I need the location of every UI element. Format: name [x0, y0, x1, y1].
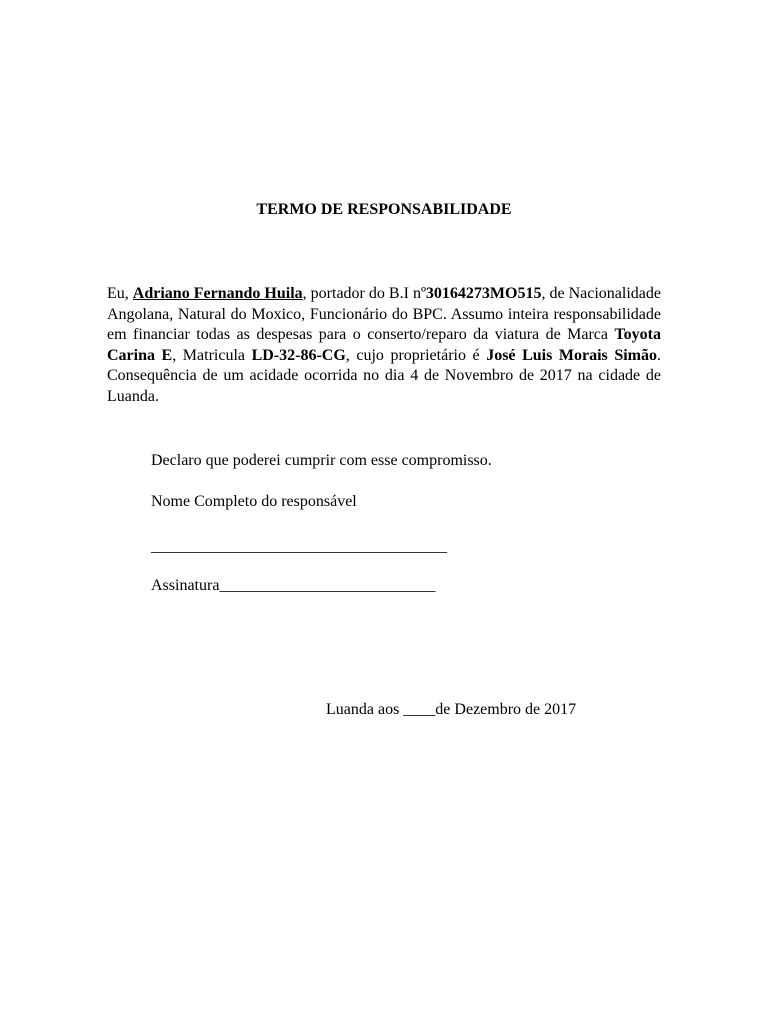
vehicle-owner: José Luis Morais Simão — [486, 346, 658, 364]
vehicle-plate: LD-32-86-CG — [251, 346, 346, 364]
signature-blank-line: ___________________________ — [219, 577, 436, 594]
declarant-name: Adriano Fernando Huila — [132, 285, 303, 302]
bi-number: 30164273MO515 — [425, 285, 542, 302]
paragraph-text: , Matricula — [172, 346, 252, 364]
paragraph-text: , portador do B.I nº — [302, 285, 426, 302]
place-and-date: Luanda aos ____de Dezembro de 2017 — [326, 701, 577, 718]
declaration-paragraph — [107, 284, 661, 408]
signature-label: Assinatura — [151, 577, 220, 594]
paragraph-text: Eu, — [107, 285, 133, 302]
full-name-blank-line: _____________________________________ — [151, 538, 447, 555]
document-title: TERMO DE RESPONSABILIDADE — [256, 201, 512, 218]
commitment-statement: Declaro que poderei cumprir com esse compromisso. — [151, 452, 492, 469]
paragraph-text: , cujo proprietário é — [345, 346, 487, 364]
paragraph-text: . Consequência de um acidade ocorrida no dia 4 de Novembro de 2017 na cidade de Luanda. — [107, 346, 662, 405]
vehicle-brand: Toyota Carina E — [107, 326, 661, 364]
paragraph-text: , de Nacionalidade Angolana, Natural do Moxico, Funcionário do BPC. Assumo inteira responsabilidade em financiar todas as despesas para o conserto/reparo da viatura de Marca — [107, 285, 661, 344]
signature-row — [151, 576, 435, 596]
full-name-label: Nome Completo do responsável — [151, 493, 357, 510]
